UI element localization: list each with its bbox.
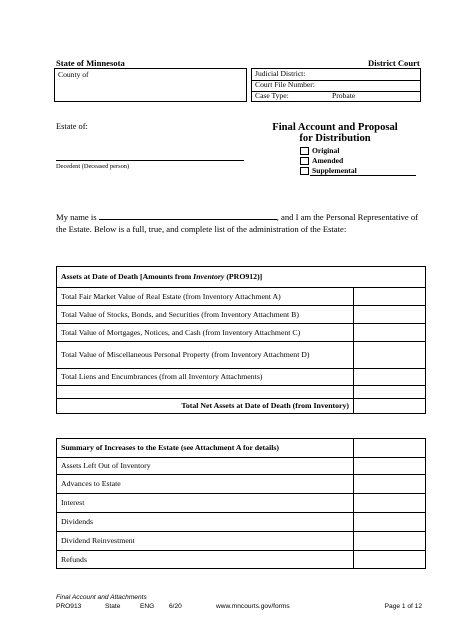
footer-title: Final Account and Attachments: [56, 594, 147, 601]
estate-name-line[interactable]: [56, 160, 244, 161]
row-label: Total Value of Miscellaneous Personal Property (from Inventory Attachment D): [61, 350, 310, 360]
table-row[interactable]: [57, 305, 425, 323]
footer-date: 6/20: [169, 603, 182, 610]
table-row[interactable]: [57, 474, 425, 493]
original-checkbox[interactable]: [300, 147, 309, 155]
table-row[interactable]: [57, 323, 425, 341]
case-type-label: Case Type:: [255, 91, 289, 100]
assets-table-header: [57, 267, 425, 287]
decedent-caption: Decedent (Deceased person): [56, 163, 130, 170]
table-row[interactable]: [57, 531, 425, 550]
form-title-line2: for Distribution: [299, 133, 371, 144]
footer-form: PRO913: [56, 603, 82, 610]
total-row[interactable]: [57, 398, 425, 413]
table-row[interactable]: [57, 512, 425, 531]
row-label: Total Liens and Encumbrances (from all Inventory Attachments): [61, 372, 263, 382]
county-box[interactable]: [54, 68, 247, 102]
intro-part1: My name is: [56, 212, 97, 222]
row-label: Dividend Reinvestment: [61, 536, 135, 546]
assets-header-text: Assets at Date of Death [Amounts from Inventory (PRO912)]: [61, 272, 263, 282]
table-row[interactable]: [57, 368, 425, 385]
footer-url: www.mncourts.gov/forms: [216, 603, 290, 610]
total-label: Total Net Assets at Date of Death (from Inventory): [181, 401, 349, 411]
court-file-number-label: Court File Number:: [255, 80, 315, 89]
county-label: County of: [58, 70, 89, 79]
form-title-line1: Final Account and Proposal: [272, 122, 398, 133]
footer-lang: ENG: [140, 603, 155, 610]
table-row[interactable]: [57, 550, 425, 568]
name-blank[interactable]: [99, 211, 277, 220]
row-label: Interest: [61, 498, 85, 508]
table-row[interactable]: [57, 341, 425, 368]
original-label: Original: [312, 146, 340, 155]
footer-type: State: [105, 603, 121, 610]
amended-label: Amended: [312, 156, 344, 165]
table-row[interactable]: [57, 493, 425, 512]
increases-header-text: Summary of Increases to the Estate (see Attachment A for details): [61, 443, 279, 453]
intro-paragraph: [56, 211, 422, 235]
row-label: Refunds: [61, 554, 87, 564]
case-type-row: [252, 91, 420, 102]
supplemental-label: Supplemental: [312, 166, 357, 175]
supplemental-checkbox[interactable]: [300, 167, 309, 175]
estate-label: Estate of:: [56, 122, 88, 131]
row-label: Total Value of Stocks, Bonds, and Securities (from Inventory Attachment B): [61, 309, 299, 319]
intro-part2: , and I am the Personal Representative of the Estate. Below is a full, true, and complete list of the administration of the Estate:: [56, 212, 419, 234]
case-type-value: Probate: [332, 91, 356, 100]
table-row[interactable]: [57, 385, 425, 398]
table-row[interactable]: [57, 457, 425, 474]
assets-table: [56, 266, 426, 414]
judicial-district-label: Judicial District:: [255, 69, 306, 78]
row-label: Total Fair Market Value of Real Estate (from Inventory Attachment A): [61, 291, 281, 301]
options-underline: [310, 175, 416, 176]
amended-checkbox[interactable]: [300, 157, 309, 165]
increases-table: [56, 438, 426, 569]
row-label: Total Value of Mortgages, Notices, and Cash (from Inventory Attachment C): [61, 327, 301, 337]
footer-page: Page 1 of 12: [384, 603, 422, 610]
row-label: Assets Left Out of Inventory: [61, 461, 151, 471]
court-label: District Court: [368, 58, 420, 68]
table-row[interactable]: [57, 287, 425, 305]
state-label: State of Minnesota: [56, 58, 125, 68]
row-label: Advances to Estate: [61, 479, 121, 489]
row-label: Dividends: [61, 517, 94, 527]
case-info-box: [251, 68, 421, 102]
increases-table-header: [57, 439, 425, 457]
